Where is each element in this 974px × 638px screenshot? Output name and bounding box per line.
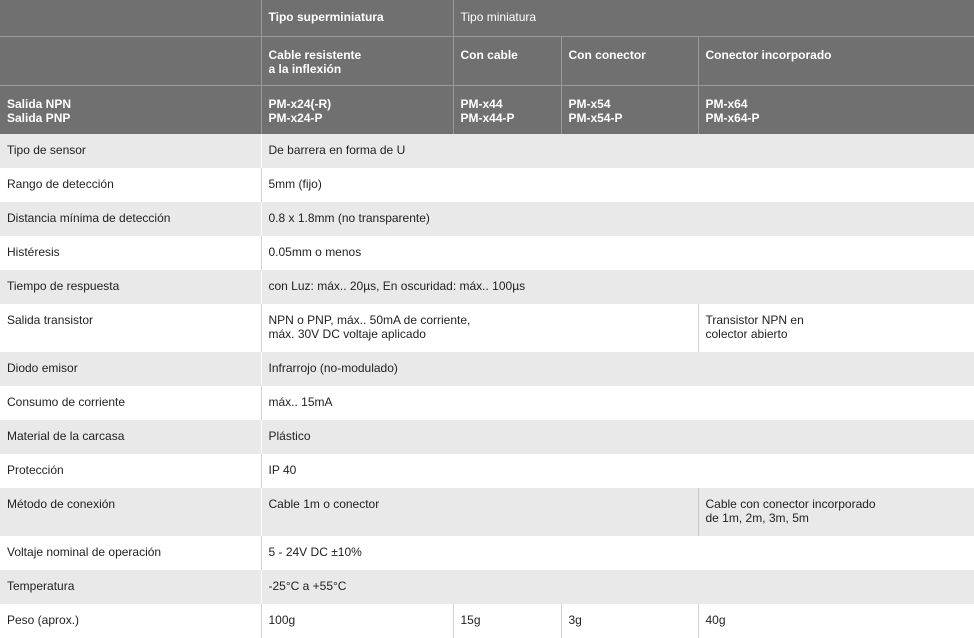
table-row: [0, 304, 974, 352]
table-row: [0, 202, 974, 236]
model-npn: PM-x24(-R): [269, 97, 453, 111]
row-label: Distancia mínima de detección: [0, 202, 261, 236]
model-pnp: PM-x54-P: [569, 111, 698, 125]
header-salida-pnp: Salida PNP: [7, 111, 261, 125]
table-row: [0, 270, 974, 304]
header-con-cable: Con cable: [453, 36, 561, 85]
table-row: [0, 386, 974, 420]
row-value: 15g: [453, 604, 561, 638]
model-cell: [453, 85, 561, 134]
table-row: [0, 454, 974, 488]
header-row-type: [0, 0, 974, 36]
row-value: [261, 304, 698, 352]
row-value: Infrarrojo (no-modulado): [261, 352, 974, 386]
table-row: [0, 604, 974, 638]
row-label: Material de la carcasa: [0, 420, 261, 454]
model-npn: PM-x64: [706, 97, 974, 111]
row-label: Protección: [0, 454, 261, 488]
row-value: 5mm (fijo): [261, 168, 974, 202]
row-value: Cable 1m o conector: [261, 488, 698, 536]
table-row: [0, 134, 974, 168]
model-cell: [561, 85, 698, 134]
header-conector-incorporado: Conector incorporado: [698, 36, 974, 85]
header-row-variant: [0, 36, 974, 85]
table-row: [0, 352, 974, 386]
table-row: [0, 536, 974, 570]
row-label: Temperatura: [0, 570, 261, 604]
row-value: De barrera en forma de U: [261, 134, 974, 168]
table-row: [0, 236, 974, 270]
header-empty-cell: [0, 0, 261, 36]
table-row: [0, 168, 974, 202]
header-salida-npn: Salida NPN: [7, 97, 261, 111]
header-type-mini: Tipo miniatura: [453, 0, 974, 36]
row-value-alt: [698, 304, 974, 352]
row-value-line1: NPN o PNP, máx.. 50mA de corriente,: [269, 313, 698, 327]
row-value: -25°C a +55°C: [261, 570, 974, 604]
row-value: 100g: [261, 604, 453, 638]
table-row: [0, 570, 974, 604]
header-cable-flex: [261, 36, 453, 85]
row-value: Plástico: [261, 420, 974, 454]
model-pnp: PM-x44-P: [461, 111, 561, 125]
row-value: IP 40: [261, 454, 974, 488]
header-row-models: [0, 85, 974, 134]
model-cell: [698, 85, 974, 134]
row-value-alt-line2: de 1m, 2m, 3m, 5m: [706, 511, 974, 525]
row-value-alt: [698, 488, 974, 536]
row-value: 5 - 24V DC ±10%: [261, 536, 974, 570]
row-label: Método de conexión: [0, 488, 261, 536]
row-label: Voltaje nominal de operación: [0, 536, 261, 570]
model-pnp: PM-x64-P: [706, 111, 974, 125]
row-value: con Luz: máx.. 20µs, En oscuridad: máx.. 100µs: [261, 270, 974, 304]
row-label: Consumo de corriente: [0, 386, 261, 420]
header-cable-flex-line1: Cable resistente: [269, 48, 453, 62]
row-value-alt-line1: Cable con conector incorporado: [706, 497, 974, 511]
model-npn: PM-x44: [461, 97, 561, 111]
header-con-conector: Con conector: [561, 36, 698, 85]
row-value: máx.. 15mA: [261, 386, 974, 420]
table-row: [0, 420, 974, 454]
row-label: Salida transistor: [0, 304, 261, 352]
header-type-super: Tipo superminiatura: [261, 0, 453, 36]
table-row: [0, 488, 974, 536]
header-output-type: [0, 85, 261, 134]
row-label: Peso (aprox.): [0, 604, 261, 638]
row-label: Tipo de sensor: [0, 134, 261, 168]
row-label: Tiempo de respuesta: [0, 270, 261, 304]
row-value: 0.8 x 1.8mm (no transparente): [261, 202, 974, 236]
model-cell: [261, 85, 453, 134]
model-pnp: PM-x24-P: [269, 111, 453, 125]
row-value-alt-line1: Transistor NPN en: [706, 313, 974, 327]
row-value-line2: máx. 30V DC voltaje aplicado: [269, 327, 698, 341]
row-value-alt-line2: colector abierto: [706, 327, 974, 341]
header-empty-cell: [0, 36, 261, 85]
row-label: Rango de detección: [0, 168, 261, 202]
row-label: Diodo emisor: [0, 352, 261, 386]
model-npn: PM-x54: [569, 97, 698, 111]
row-value: 0.05mm o menos: [261, 236, 974, 270]
row-value: 3g: [561, 604, 698, 638]
header-cable-flex-line2: a la inflexión: [269, 62, 453, 76]
row-label: Histéresis: [0, 236, 261, 270]
row-value: 40g: [698, 604, 974, 638]
